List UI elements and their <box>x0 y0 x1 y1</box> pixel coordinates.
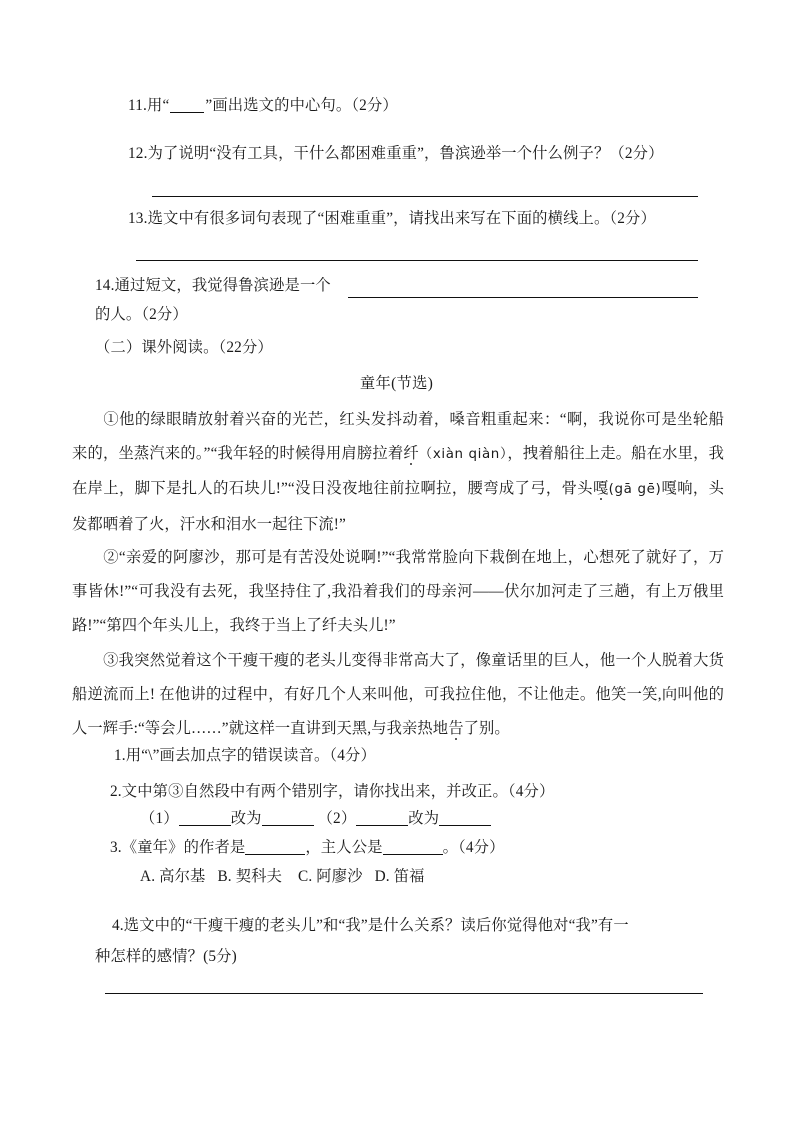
paragraph-1-marker: ① <box>103 411 120 428</box>
option-b[interactable]: B. 契科夫 <box>217 868 283 885</box>
sub-question-3-text-c: 。（4分） <box>442 839 505 856</box>
sub-question-2-item-1-label: （1） <box>140 810 179 827</box>
paragraph-2-seg-0: “亲爱的阿廖沙，那可是有苦没处说啊!”“我常常脸向下栽倒在地上，心想死了就好了，万事皆休!”“可我没有去死，我坚持住了,我沿着我们的母亲河——伏尔加河走了三趟，有上万俄里路!”“第四个年头儿上，我终于当上了纤夫头儿!” <box>72 549 724 635</box>
section-two-heading <box>95 340 273 355</box>
answer-rule-q13[interactable] <box>136 260 698 261</box>
sub-question-2-number: 2. <box>110 783 122 800</box>
sub-question-3-options <box>140 869 425 884</box>
question-14-line-2 <box>95 307 188 322</box>
passage-title <box>0 371 793 393</box>
dotted-char-gao: 告 <box>448 720 464 738</box>
paragraph-1-seg-6: 嘎响，头发都晒着了火，汗水和泪水一起往下流!” <box>72 480 724 533</box>
sub-question-2 <box>110 784 554 799</box>
question-14-number: 14. <box>95 277 115 294</box>
sub-question-2-blank-2b[interactable] <box>439 825 491 826</box>
paragraph-2-marker: ② <box>103 549 119 566</box>
question-12-number: 12. <box>128 145 148 162</box>
question-13-number: 13. <box>128 210 148 227</box>
answer-rule-sub-q4[interactable] <box>105 993 703 994</box>
sub-question-3-number: 3. <box>110 839 122 856</box>
answer-rule-q12[interactable] <box>152 196 698 197</box>
sub-question-2-blank-1a[interactable] <box>179 825 231 826</box>
paragraph-1-seg-0: 他的绿眼睛放射着兴奋的光芒，红头发抖动着，嗓音粗重起来：“啊，我说你可是坐轮船来的，坐蒸汽来的。”“我年轻的时候得用肩膀拉着 <box>72 411 724 463</box>
dotted-char-xian: 纤 <box>403 445 419 463</box>
passage-paragraph-3 <box>72 644 724 747</box>
question-14-text-line-2: 的人。（2分） <box>95 306 188 323</box>
sub-question-3 <box>110 840 505 855</box>
sub-question-1 <box>114 748 376 763</box>
sub-question-3-text-a: 《童年》的作者是 <box>121 839 246 856</box>
section-two-heading-text: （二）课外阅读。（22分） <box>95 339 273 356</box>
sub-question-4-text-line-2: 种怎样的感情？(5分) <box>95 948 237 965</box>
passage-paragraph-2 <box>72 541 724 644</box>
sub-question-2-blank-1b[interactable] <box>262 825 314 826</box>
question-13 <box>128 211 656 226</box>
sub-question-4-number: 4. <box>112 917 124 934</box>
question-11-inline-blank[interactable] <box>170 112 204 113</box>
option-d[interactable]: D. 笛福 <box>374 868 425 885</box>
sub-question-1-text: 用“\”画去加点字的错误读音。（4分） <box>125 747 376 764</box>
question-12 <box>128 146 664 161</box>
question-12-text: 为了说明“没有工具，干什么都困难重重”，鲁滨逊举一个什么例子？（2分） <box>147 145 664 162</box>
sub-question-4-line-1 <box>112 918 629 933</box>
question-13-text: 选文中有很多词句表现了“困难重重”，请找出来写在下面的横线上。（2分） <box>147 210 656 227</box>
pinyin-xian-qian: （xiàn qiàn） <box>418 447 508 463</box>
sub-question-3-blank-protagonist[interactable] <box>383 854 443 855</box>
sub-question-2-answer-line <box>140 811 491 826</box>
passage-paragraph-1 <box>72 403 724 542</box>
pinyin-ga-ge: (gā gē) <box>608 482 662 498</box>
passage-title-text: 童年(节选) <box>359 375 434 392</box>
sub-question-3-text-b: ，主人公是 <box>305 839 383 856</box>
question-11-text-after: ”画出选文的中心句。（2分） <box>205 97 398 114</box>
paragraph-3-marker: ③ <box>103 652 119 669</box>
sub-question-4-text-line-1: 选文中的“干瘦干瘦的老头儿”和“我”是什么关系？读后你觉得他对“我”有一 <box>123 917 629 934</box>
sub-question-2-text: 文中第③自然段中有两个错别字，请你找出来，并改正。（4分） <box>121 783 555 800</box>
question-14-line-1 <box>95 278 331 293</box>
sub-question-2-item-2-mid: 改为 <box>408 810 440 827</box>
option-a[interactable]: A. 高尔基 <box>140 868 206 885</box>
sub-question-2-item-1-mid: 改为 <box>230 810 262 827</box>
paragraph-3-seg-2: 了别。 <box>463 720 510 738</box>
sub-question-4-line-2 <box>95 949 237 964</box>
sub-question-2-item-2-label: （2） <box>317 810 357 827</box>
question-11 <box>128 98 398 113</box>
option-c[interactable]: C. 阿廖沙 <box>298 868 363 885</box>
answer-rule-q14[interactable] <box>348 297 698 298</box>
sub-question-3-blank-author[interactable] <box>245 854 305 855</box>
question-11-text-before: 用“ <box>147 97 170 114</box>
paragraph-1-seg-3: ，拽着船往上走。船在水里，我在岸上，脚下是扎人的石块儿!”“没日没夜地往前拉啊拉，腰弯成了弓，骨头 <box>72 445 724 498</box>
paragraph-3-seg-0: 我突然觉着这个干瘦干瘦的老头儿变得非常高大了，像童话里的巨人，他一个人脱着大货船逆流而上! 在他讲的过程中，有好几个人来叫他，可我拉住他，不让他走。他笑一笑,向叫他的人一辉手:“等会儿……”就这样一直讲到天黑,与我亲热地 <box>72 652 724 738</box>
question-11-number: 11. <box>128 97 148 114</box>
sub-question-2-blank-2a[interactable] <box>356 825 408 826</box>
dotted-char-ga: 嘎 <box>592 480 609 498</box>
sub-question-1-number: 1. <box>114 747 126 764</box>
question-14-text-line-1: 通过短文，我觉得鲁滨逊是一个 <box>114 277 331 294</box>
